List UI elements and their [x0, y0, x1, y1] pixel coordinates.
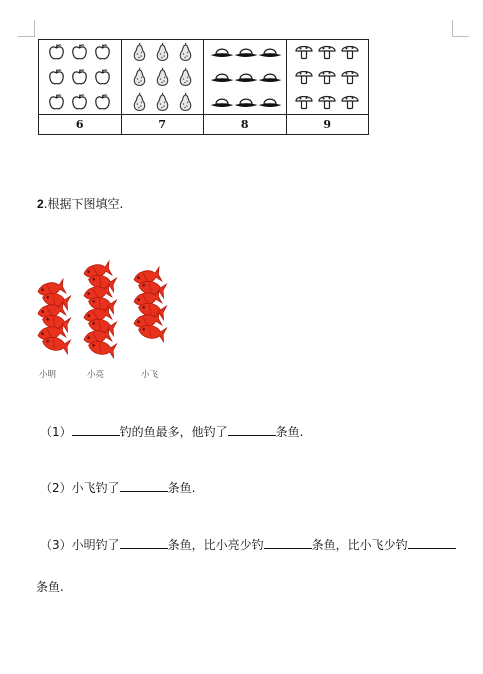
line-3-text-c: 条鱼，比小飞少钓: [311, 538, 408, 552]
pear-icon: [131, 92, 148, 112]
apple-icon: [48, 68, 65, 86]
mushroom-icon: [295, 94, 313, 110]
pear-cell: [121, 40, 204, 115]
line-2-prefix: （2）: [40, 481, 72, 495]
hat-icon: [210, 95, 234, 109]
pear-icon: [177, 67, 194, 87]
mushroom-icon: [341, 44, 359, 60]
hat-icon: [234, 95, 258, 109]
fill-line-4: [36, 578, 64, 595]
mushroom-icon: [318, 94, 336, 110]
pear-icon: [131, 42, 148, 62]
number-cell-9: 9: [286, 115, 369, 135]
number-cell-7: 7: [121, 115, 204, 135]
number-cell-6: 6: [39, 115, 122, 135]
fill-line-1: [40, 423, 303, 440]
mushroom-icon: [318, 44, 336, 60]
blank-1-2[interactable]: [228, 423, 276, 436]
fill-line-2: [40, 479, 195, 496]
question-number: 2: [37, 197, 44, 211]
apple-icon: [71, 93, 88, 111]
number-cell-8: 8: [204, 115, 287, 135]
blank-3-1[interactable]: [120, 536, 168, 549]
mushroom-icon: [295, 44, 313, 60]
apple-cell: [39, 40, 122, 115]
line-2-text-a: 小飞钓了: [71, 481, 120, 495]
question-text: .根据下图填空.: [43, 197, 124, 211]
mushroom-icon: [341, 94, 359, 110]
line-1-text-b: 条鱼.: [275, 425, 304, 439]
fish-label-xiaoming: 小明: [39, 370, 57, 380]
blank-3-2[interactable]: [264, 536, 312, 549]
blank-1-1[interactable]: [72, 423, 120, 436]
question-2-title: [37, 195, 123, 212]
apple-icon: [48, 93, 65, 111]
apple-icon: [94, 43, 111, 61]
pear-icon: [154, 42, 171, 62]
fill-line-3: [40, 536, 456, 553]
line-1-text-a: 钓的鱼最多，他钓了: [119, 425, 228, 439]
hat-icon: [210, 45, 234, 59]
page-corner-mark-left: [18, 20, 35, 37]
page-corner-mark-right: [452, 20, 469, 37]
fish-picture: [30, 262, 170, 382]
apple-icon: [71, 43, 88, 61]
apple-icon: [48, 43, 65, 61]
fish-label-xiaoliang: 小亮: [87, 370, 105, 380]
hat-icon: [258, 70, 282, 84]
pear-icon: [177, 42, 194, 62]
line-4-text: 条鱼.: [36, 580, 64, 594]
apple-icon: [94, 93, 111, 111]
pear-icon: [177, 92, 194, 112]
mushroom-icon: [318, 69, 336, 85]
hat-icon: [258, 45, 282, 59]
pear-icon: [154, 67, 171, 87]
blank-3-3[interactable]: [408, 536, 456, 549]
line-3-prefix: （3）: [40, 538, 72, 552]
hat-icon: [258, 95, 282, 109]
pear-icon: [131, 67, 148, 87]
mushroom-icon: [341, 69, 359, 85]
fish-label-xiaofei: 小飞: [141, 370, 159, 380]
blank-2-1[interactable]: [120, 479, 168, 492]
hat-cell: [204, 40, 287, 115]
counting-picture-table: [38, 39, 369, 135]
line-3-text-b: 条鱼，比小亮少钓: [167, 538, 264, 552]
apple-icon: [71, 68, 88, 86]
hat-icon: [210, 70, 234, 84]
hat-icon: [234, 70, 258, 84]
mushroom-cell: [286, 40, 369, 115]
pear-icon: [154, 92, 171, 112]
apple-icon: [94, 68, 111, 86]
line-2-text-b: 条鱼.: [167, 481, 196, 495]
line-1-prefix: （1）: [40, 425, 72, 439]
hat-icon: [234, 45, 258, 59]
mushroom-icon: [295, 69, 313, 85]
line-3-text-a: 小明钓了: [71, 538, 120, 552]
